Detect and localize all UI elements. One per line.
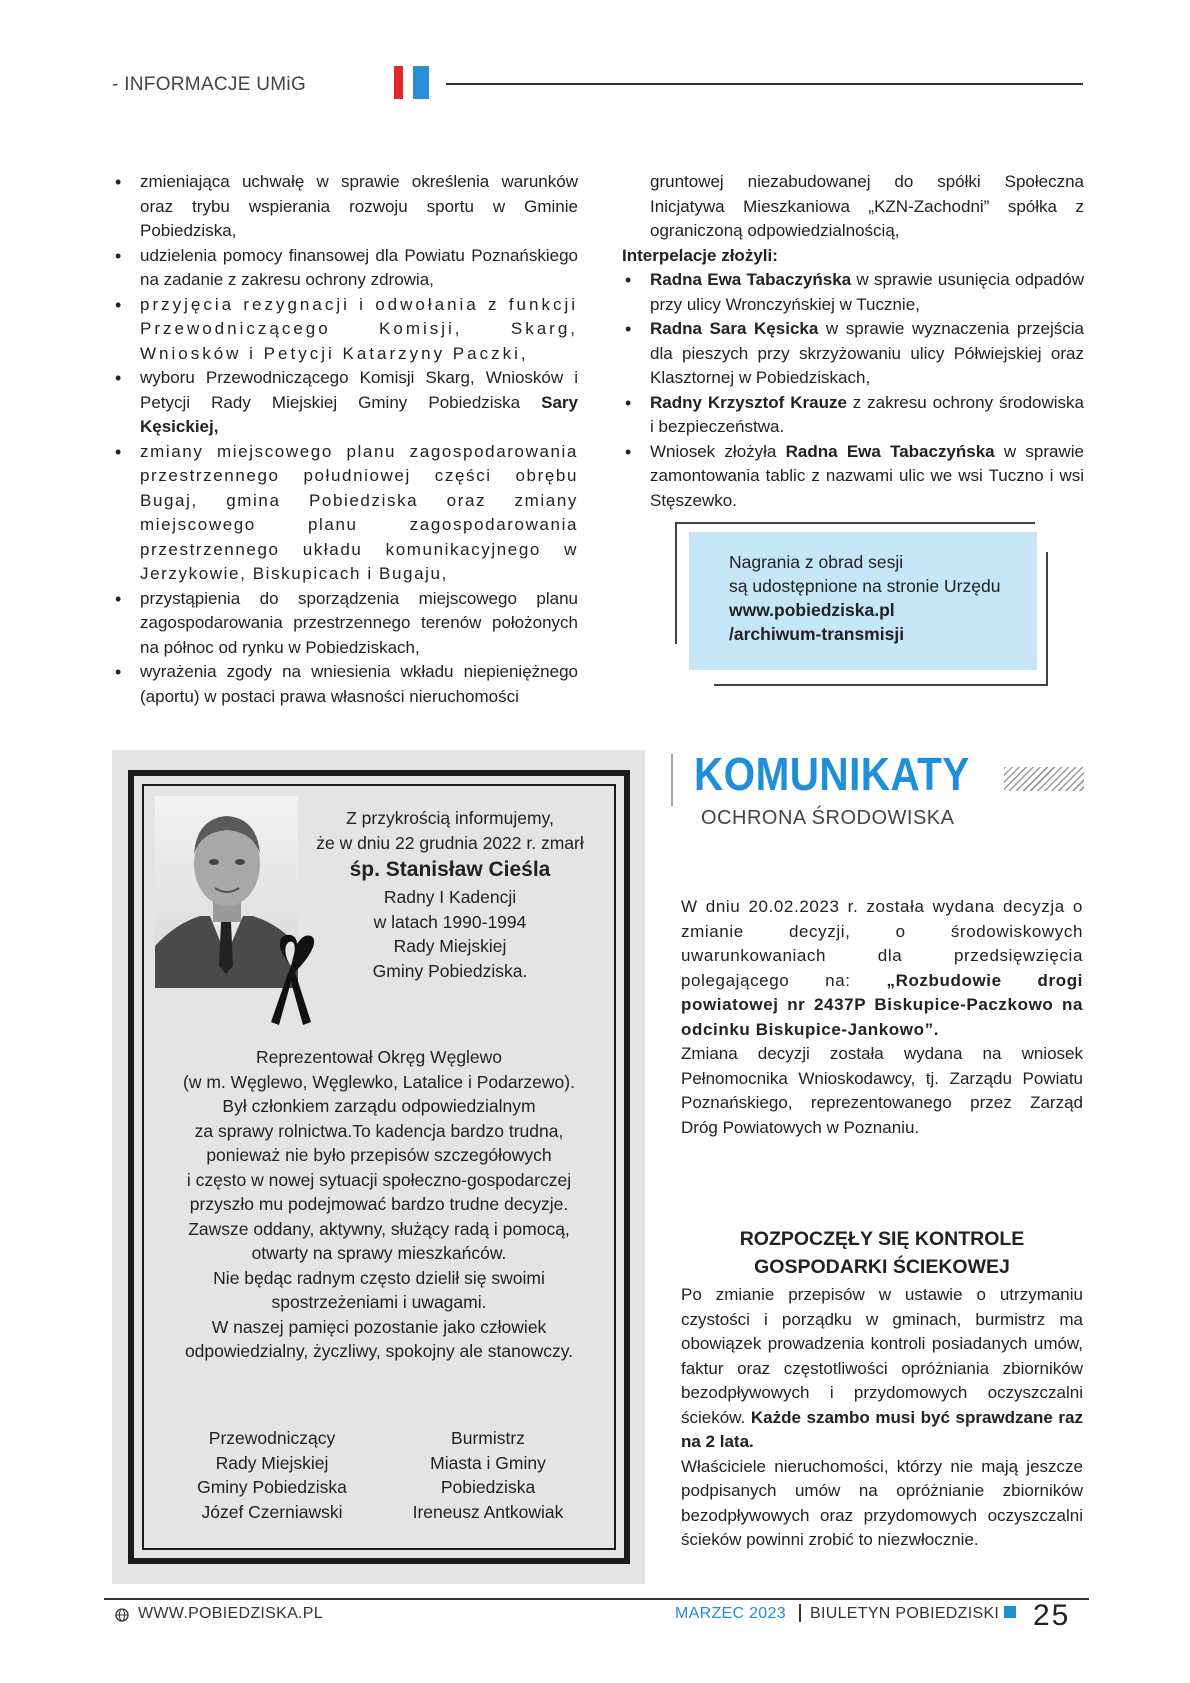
paragraph <box>681 1283 1083 1455</box>
obituary-heading <box>300 806 600 983</box>
footer-accent-square <box>1004 1606 1016 1618</box>
list-item-text: z zakresu ochrony środowiska i bezpieczeństwa. <box>650 392 1084 436</box>
list-item: • wyrażenia zgody na wniesienia wkładu niepieniężnego (aportu) w postaci prawa własności nieruchomości <box>112 660 578 709</box>
list-item-text: w sprawie zamontowania tablic z nazwami ulic we wsi Tuczno i wsi Stęszewko. <box>650 441 1084 510</box>
obituary-line: Z przykrością informujemy, <box>346 808 554 828</box>
obituary-line: przyszło mu podejmować bardzo trudne decyzje. <box>189 1194 569 1214</box>
signature-line: Przewodniczący <box>208 1428 336 1448</box>
footer-website-link[interactable]: WWW.POBIEDZISKA.PL <box>138 1605 323 1622</box>
list-item: • udzielenia pomocy finansowej dla Powiatu Poznańskiego na zadanie z zakresu ochrony zdrowia, <box>112 244 578 293</box>
recordings-infobox <box>689 532 1037 670</box>
list-item: • zmieniająca uchwałę w sprawie określenia warunków oraz trybu wspierania rozwoju sportu w Gminie Pobiedziska, <box>112 170 578 244</box>
obituary-line: Radny I Kadencji <box>383 887 517 907</box>
continuation-text: gruntowej niezabudowanej do spółki Społeczna Inicjatywa Mieszkaniowa „KZN-Zachodni” spółka z ograniczoną odpowiedzialnością, <box>650 172 1084 240</box>
councillor-name: Radna Sara Kęsicka <box>650 319 819 338</box>
kontrole-text <box>681 1283 1083 1553</box>
signature-line: Pobiedziska <box>440 1477 536 1497</box>
right-column <box>622 170 1084 513</box>
obituary-line: i często w nowej sytuacji społeczno-gospodarczej <box>186 1169 572 1190</box>
kontrole-title <box>681 1225 1083 1281</box>
obituary-line: za sprawy rolnictwa.To kadencja bardzo trudna, <box>194 1120 564 1141</box>
signature-line: Józef Czerniawski <box>201 1501 343 1522</box>
list-item: • zmiany miejscowego planu zagospodarowania przestrzennego południowej części obrębu Bugaj, gmina Pobiedziska oraz zmiany miejscowego planu zagospodarowania przestrzennego układu komunikacyjnego w Jerzykowie, Biskupicach i Bugaju, <box>112 440 578 587</box>
interpelacje-list <box>622 268 1084 513</box>
interpelacje-heading: Interpelacje złożyli: <box>622 245 778 265</box>
komunikaty-accent-bar <box>671 754 673 806</box>
resolutions-list <box>112 170 578 709</box>
paragraph: Zmiana decyzji została wydana na wniosek Pełnomocnika Wnioskodawcy, tj. Zarządu Powiatu Poznańskiego, reprezentowanego przez Zarząd Dróg Powiatowych w Poznaniu. <box>681 1044 1083 1137</box>
obituary-body <box>152 1045 606 1364</box>
obituary-line: (w m. Węglewo, Węglewko, Latalice i Podarzewo). <box>183 1071 575 1092</box>
page-number: 25 <box>1033 1599 1071 1632</box>
councillor-name: Radna Ewa Tabaczyńska <box>785 441 995 461</box>
list-item: • przyjęcia rezygnacji i odwołania z funkcji Przewodniczącego Komisji, Skarg, Wniosków i Petycji Katarzyny Paczki, <box>112 293 578 367</box>
paragraph-text: W dniu 20.02.2023 r. została wydana decyzja o zmianie decyzji, o środowiskowych uwarunkowaniach dla przedsięwzięcia polegającego na: <box>681 897 1083 990</box>
paragraph-text: Po zmianie przepisów w ustawie o utrzymaniu czystości i porządku w gminach, burmistrz ma obowiązek prowadzenia kontroli posiadanych umów, faktur oraz częstotliwości opróżniania zbiorników bezodpływowych i przydomowych oczyszczalni ścieków. <box>681 1285 1083 1427</box>
obituary-line: odpowiedzialny, życzliwy, spokojny ale stanowczy. <box>184 1341 574 1361</box>
komunikaty-text <box>681 895 1083 1140</box>
list-item-text: Wniosek złożyła <box>650 441 786 461</box>
paragraph-bold: Każde szambo musi być sprawdzane raz na 2 lata. <box>681 1407 1083 1451</box>
footer-rule <box>104 1598 1089 1600</box>
paragraph <box>681 895 1083 1042</box>
list-item-bold: Sary Kęsickiej, <box>140 392 579 436</box>
infobox-line: są udostępnione na stronie Urzędu <box>729 576 1001 596</box>
list-item-text: wyboru Przewodniczącego Komisji Skarg, Wniosków i Petycji Rady Miejskiej Gminy Pobiedziska <box>140 368 578 412</box>
obituary-line: otwarty na sprawy mieszkańców. <box>251 1243 507 1263</box>
signature-chairman <box>172 1426 372 1524</box>
deceased-name: śp. Stanisław Cieśla <box>349 858 551 881</box>
header-flag-red-bar <box>394 66 403 99</box>
komunikaty-subtitle: OCHRONA ŚRODOWISKA <box>701 807 955 829</box>
signature-line: Ireneusz Antkowiak <box>412 1501 564 1522</box>
footer-issue-month: MARZEC 2023 <box>675 1605 786 1622</box>
kontrole-title-line: ROZPOCZĘŁY SIĘ KONTROLE <box>739 1228 1025 1250</box>
footer-separator <box>799 1604 801 1622</box>
obituary-line: że w dniu 22 grudnia 2022 r. zmarł <box>316 832 584 853</box>
list-item-text: w sprawie wyznaczenia przejścia dla pieszych przy skrzyżowaniu ulicy Półwiejskiej oraz Klasztornej w Pobiedziskach, <box>650 319 1084 387</box>
obituary-line: Gminy Pobiedziska. <box>372 960 528 981</box>
signature-line: Rady Miejskiej <box>215 1452 329 1473</box>
list-item <box>112 366 578 440</box>
list-item-text: w sprawie usunięcia odpadów przy ulicy Wronczyńskiej w Tucznie, <box>650 270 1084 314</box>
infobox-link[interactable]: www.pobiedziska.pl <box>729 600 895 620</box>
list-item: • przystąpienia do sporządzenia miejscowego planu zagospodarowania przestrzennego terenów położonych na północ od rynku w Pobiedziskach, <box>112 587 578 661</box>
globe-icon <box>115 1608 129 1622</box>
obituary-line: Zawsze oddany, aktywny, służący radą i pomocą, <box>188 1218 570 1239</box>
kontrole-title-line: GOSPODARKI ŚCIEKOWEJ <box>754 1256 1010 1278</box>
infobox-link[interactable]: /archiwum-transmisji <box>729 624 905 644</box>
councillor-name: Radna Ewa Tabaczyńska <box>650 270 852 289</box>
obituary-line: Nie będąc radnym często dzielił się swoimi <box>213 1267 545 1288</box>
infobox-line: Nagrania z obrad sesji <box>729 552 904 572</box>
list-item <box>622 268 1084 317</box>
signature-line: Burmistrz <box>451 1428 525 1448</box>
obituary-line: ponieważ nie było przepisów szczegółowych <box>206 1145 552 1165</box>
obituary-line: Reprezentował Okręg Węglewo <box>255 1047 503 1067</box>
obituary-line: Rady Miejskiej <box>393 936 507 956</box>
signature-line: Gminy Pobiedziska <box>197 1477 347 1497</box>
obituary-line: Był członkiem zarządu odpowiedzialnym <box>222 1096 536 1116</box>
header-rule <box>446 83 1083 85</box>
obituary-line: spostrzeżeniami i uwagami. <box>271 1292 487 1312</box>
list-item <box>622 317 1084 391</box>
signature-line: Miasta i Gminy <box>430 1452 546 1473</box>
header-flag-blue-bar <box>413 66 429 99</box>
list-item <box>622 391 1084 440</box>
paragraph-bold: „Rozbudowie drogi powiatowej nr 2437P Biskupice-Paczkowo na odcinku Biskupice-Jankowo”. <box>681 970 1083 1039</box>
obituary-line: W naszej pamięci pozostanie jako człowiek <box>211 1316 547 1337</box>
paragraph: Właściciele nieruchomości, którzy nie mają jeszcze podpisanych umów na opróżnianie zbiorników bezodpływowych oraz przydomowych oczyszczalni ścieków powinni zrobić to niezwłocznie. <box>681 1456 1083 1549</box>
signature-mayor <box>388 1426 588 1524</box>
left-column <box>112 170 578 709</box>
obituary-line: w latach 1990-1994 <box>373 911 527 932</box>
footer-publication-name: BIULETYN POBIEDZISKI <box>810 1605 1000 1622</box>
decorative-hatch <box>1004 767 1084 791</box>
councillor-name: Radny Krzysztof Krauze <box>650 392 847 412</box>
komunikaty-title: KOMUNIKATY <box>694 748 970 800</box>
section-label: - INFORMACJE UMiG <box>112 74 307 95</box>
list-item <box>622 440 1084 514</box>
